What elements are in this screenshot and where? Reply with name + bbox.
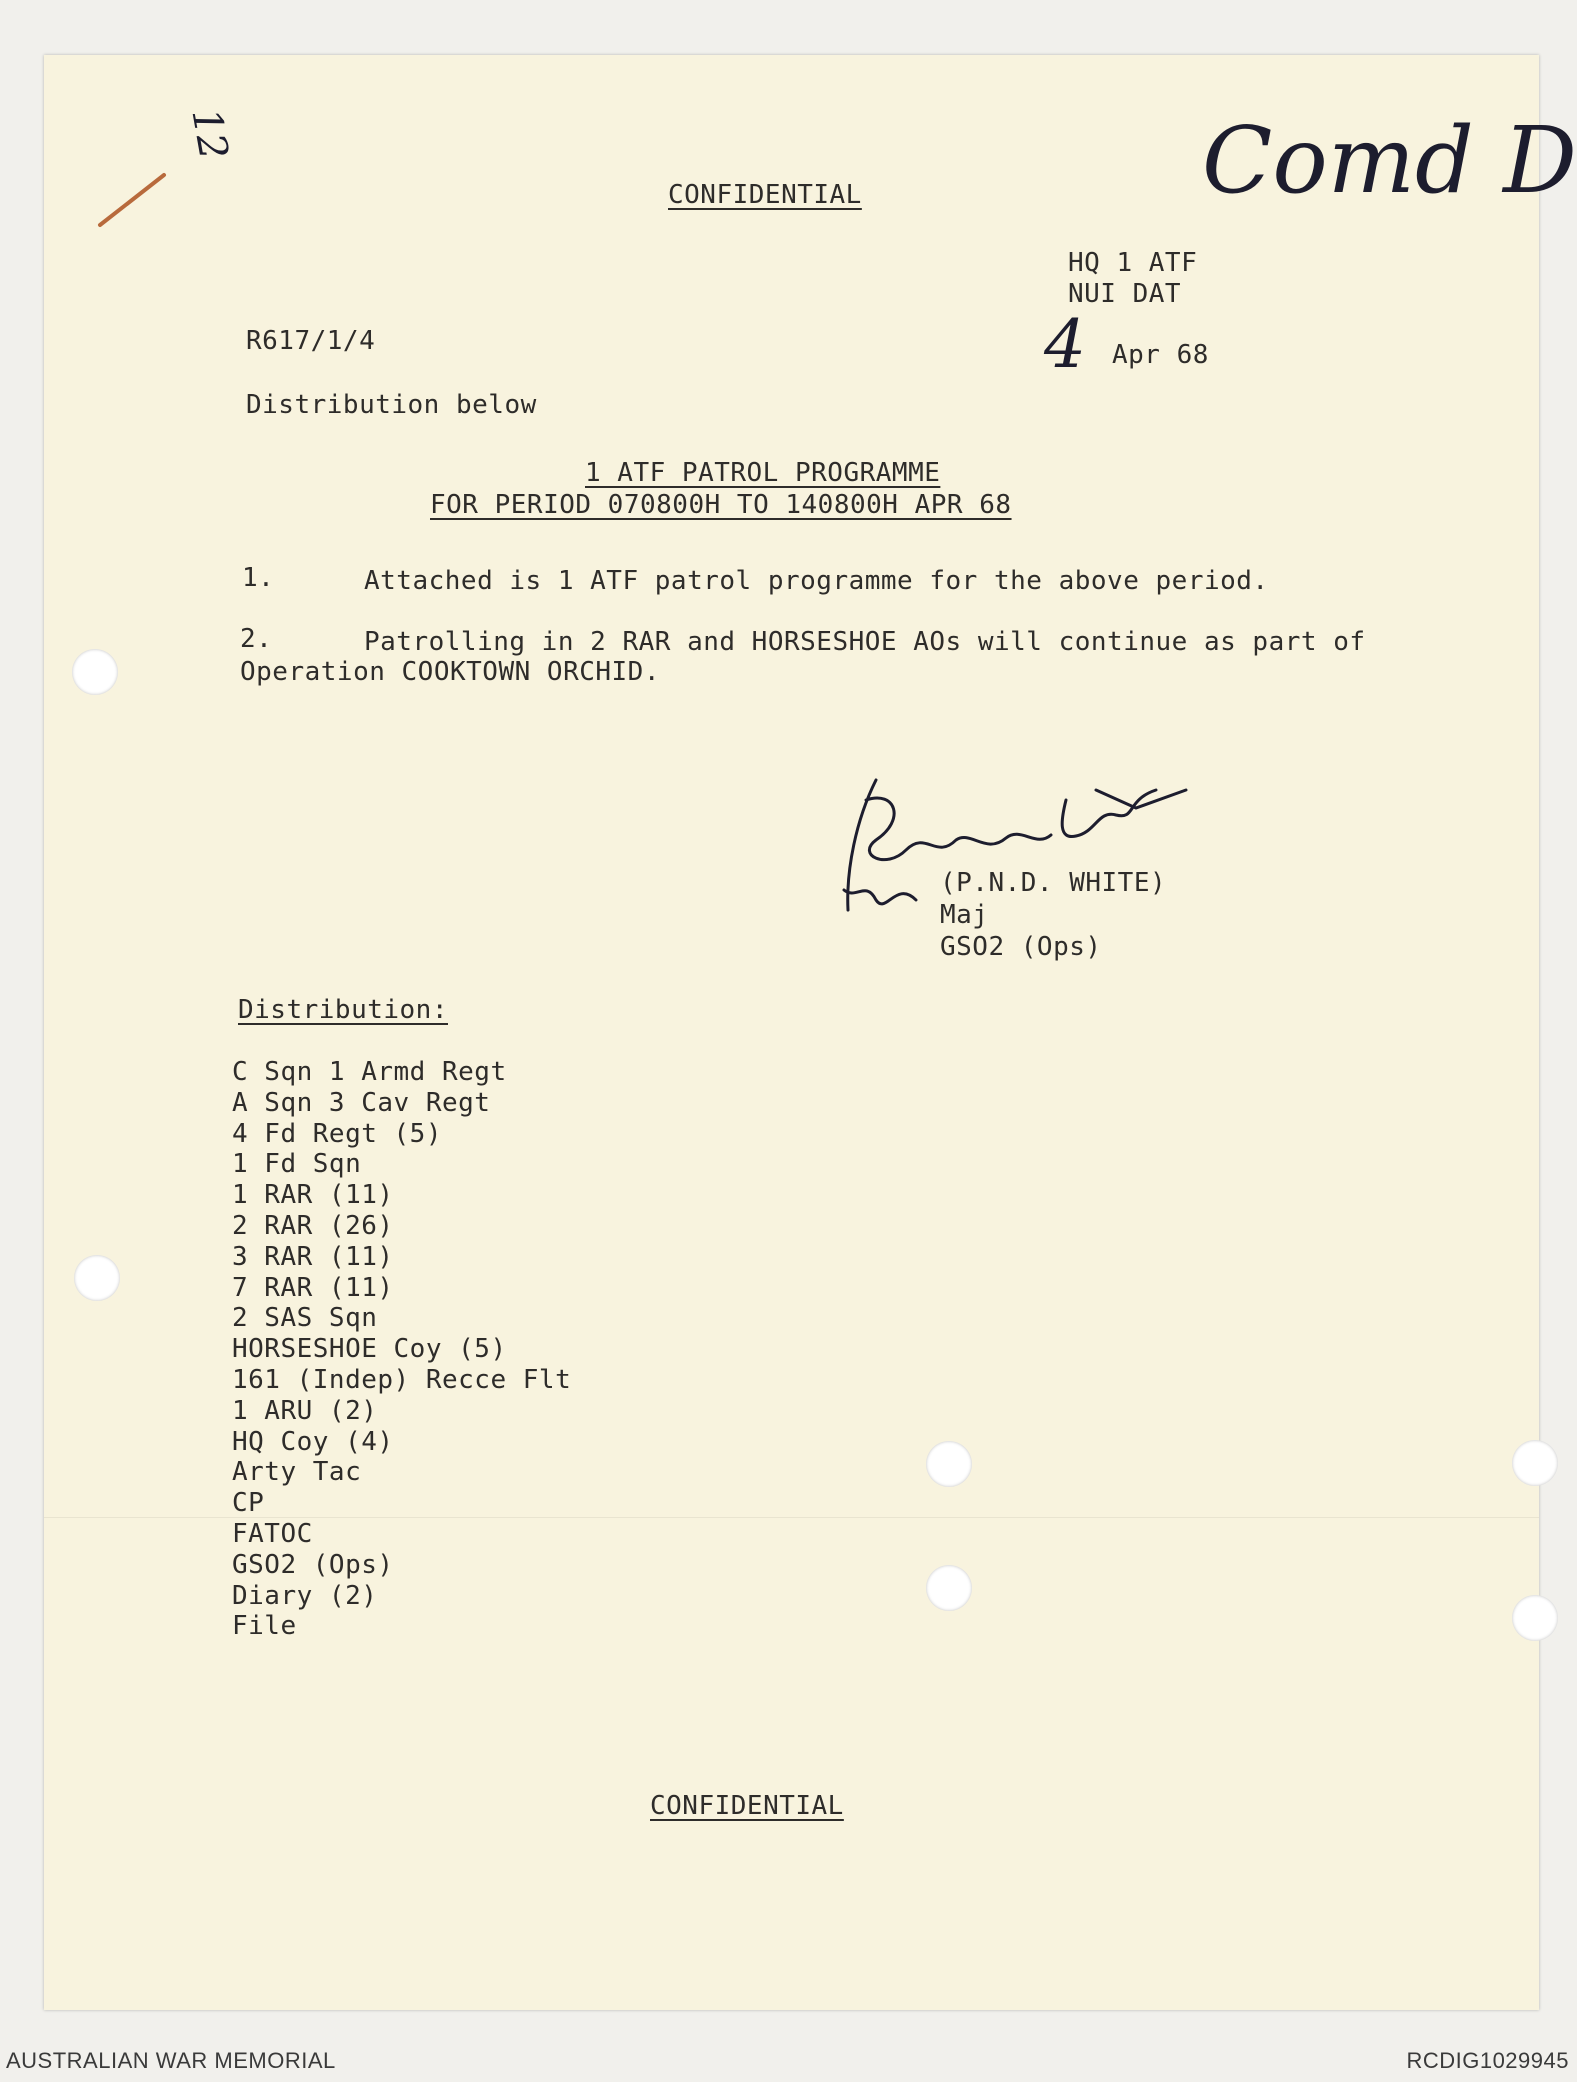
file-reference: R617/1/4 [246, 326, 376, 356]
date-day-handwritten: 4 [1044, 306, 1086, 383]
signatory-appointment: GSO2 (Ops) [940, 932, 1102, 962]
punch-hole [1512, 1440, 1558, 1486]
handwritten-mark: 12 [182, 104, 237, 164]
origin-hq: HQ 1 ATF [1068, 248, 1198, 278]
para-2-text: Patrolling in 2 RAR and HORSESHOE AOs will continue as part of [364, 627, 1366, 657]
punch-hole [72, 649, 118, 695]
punch-hole [926, 1441, 972, 1487]
distribution-item: 7 RAR (11) [232, 1272, 394, 1303]
origin-location: NUI DAT [1068, 279, 1182, 309]
para-1-text: Attached is 1 ATF patrol programme for the above period. [364, 566, 1269, 596]
punch-hole [74, 1255, 120, 1301]
title-line-1: 1 ATF PATROL PROGRAMME [585, 458, 941, 488]
distribution-item: 2 RAR (26) [232, 1210, 394, 1241]
distribution-item: FATOC [232, 1518, 313, 1549]
distribution-item: HORSESHOE Coy (5) [232, 1334, 507, 1365]
para-2-number: 2. [240, 624, 273, 654]
punch-hole [926, 1565, 972, 1611]
handwritten-comd-d: Comd D [1202, 107, 1577, 214]
distribution-item: HQ Coy (4) [232, 1426, 394, 1457]
signatory-rank: Maj [940, 900, 989, 930]
title-line-2: FOR PERIOD 070800H TO 140800H APR 68 [430, 490, 1012, 520]
para-1-number: 1. [242, 563, 275, 593]
classification-bottom: CONFIDENTIAL [650, 1791, 844, 1821]
distribution-item: A Sqn 3 Cav Regt [232, 1087, 491, 1118]
distribution-item: 161 (Indep) Recce Flt [232, 1364, 572, 1395]
distribution-item: 1 ARU (2) [232, 1395, 378, 1426]
distribution-item: 1 RAR (11) [232, 1180, 394, 1211]
para-2-continuation: Operation COOKTOWN ORCHID. [240, 657, 660, 687]
signature-icon [836, 760, 1216, 930]
distribution-item: Arty Tac [232, 1457, 362, 1488]
distribution-item: 3 RAR (11) [232, 1241, 394, 1272]
date-month-year: Apr 68 [1112, 340, 1209, 370]
distribution-item: 4 Fd Regt (5) [232, 1118, 442, 1149]
distribution-item: GSO2 (Ops) [232, 1549, 394, 1580]
signatory-name: (P.N.D. WHITE) [940, 868, 1167, 898]
distribution-item: C Sqn 1 Armd Regt [232, 1057, 507, 1087]
distribution-list [232, 1057, 571, 1642]
distribution-item: Diary (2) [232, 1580, 378, 1611]
distribution-item: CP [232, 1488, 265, 1519]
punch-hole [1512, 1595, 1558, 1641]
footer-archive-name: AUSTRALIAN WAR MEMORIAL [6, 2048, 336, 2073]
distribution-heading: Distribution: [238, 995, 448, 1025]
footer-record-id: RCDIG1029945 [1406, 2048, 1569, 2073]
distribution-item: File [232, 1611, 297, 1642]
distribution-item: 1 Fd Sqn [232, 1149, 362, 1180]
classification-top: CONFIDENTIAL [668, 180, 862, 210]
distribution-item: 2 SAS Sqn [232, 1303, 378, 1334]
addressee: Distribution below [246, 390, 537, 420]
